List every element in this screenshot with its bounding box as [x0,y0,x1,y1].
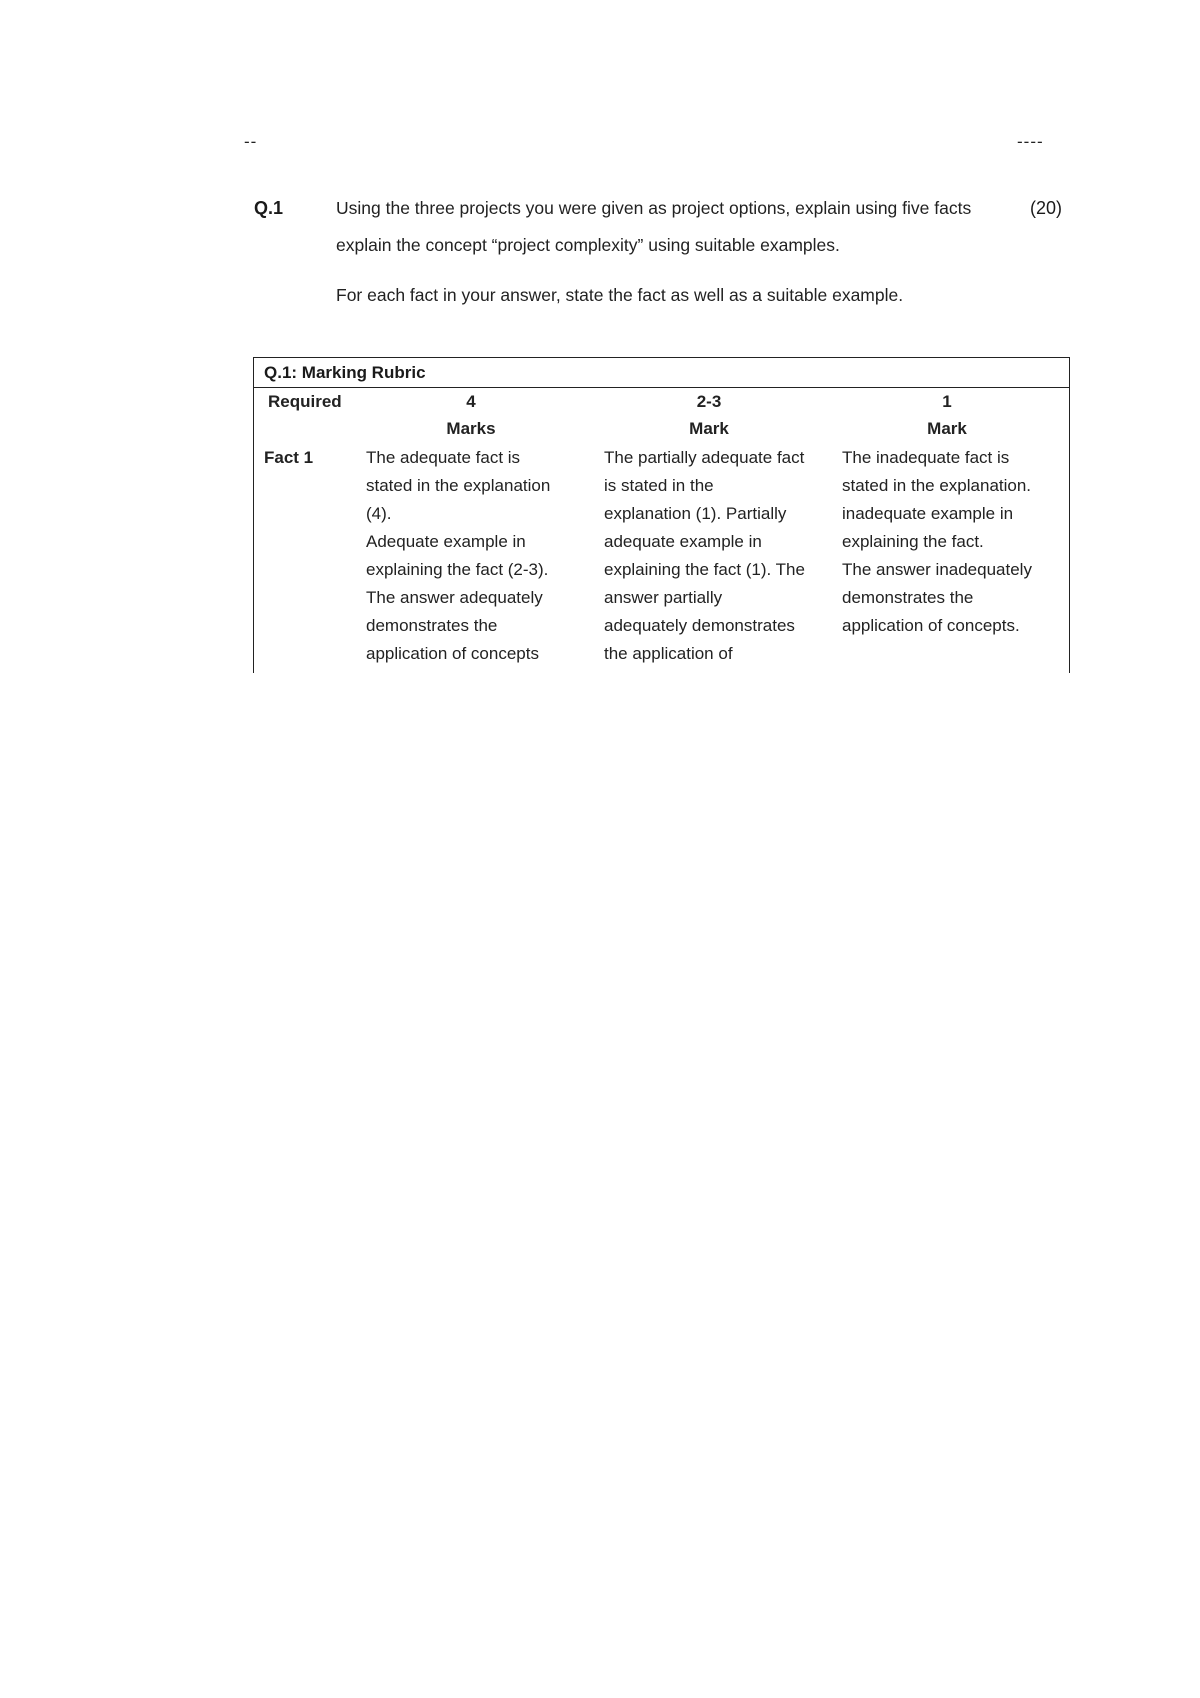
column-header-4-bottom: Marks [446,419,496,438]
cell-line: Adequate example in [366,532,526,551]
question-text-line-1: Using the three projects you were given as project options, explain using five facts [336,198,972,218]
cell-line: (4). [366,504,392,523]
question-text-line-2: explain the concept “project complexity” using suitable examples. [336,235,840,255]
column-header-2-3-top: 2-3 [696,392,722,411]
column-header-1-top: 1 [942,392,952,411]
cell-line: adequately demonstrates [604,616,795,635]
cell-line: application of concepts. [842,616,1020,635]
cell-line: The partially adequate fact [604,448,805,467]
column-header-2-3-bottom: Mark [689,419,729,438]
question-marks: (20) [1030,198,1063,218]
question-instruction: For each fact in your answer, state the fact as well as a suitable example. [336,285,904,305]
cell-line: explaining the fact. [842,532,984,551]
cell-line: demonstrates the [366,616,498,635]
cell-line: The inadequate fact is [842,448,1010,467]
column-header-4-top: 4 [466,392,476,411]
cell-line: explaining the fact (1). The [604,560,805,579]
marking-rubric-table [253,357,1070,673]
cell-line: The answer inadequately [842,560,1032,579]
rubric-title: Q.1: Marking Rubric [254,358,1069,388]
cell-line: application of concepts [366,644,539,663]
cell-line: stated in the explanation [366,476,551,495]
cell-line: is stated in the [604,476,714,495]
cell-line: The adequate fact is [366,448,521,467]
cell-line: explanation (1). Partially [604,504,787,523]
column-header-required: Required [268,392,342,411]
cell-line: inadequate example in [842,504,1014,523]
cell-line: the application of [604,644,733,663]
cell-line: explaining the fact (2-3). [366,560,549,579]
cell-line: adequate example in [604,532,762,551]
header-right-mark: ---- [1017,132,1044,151]
cell-line: stated in the explanation. [842,476,1032,495]
cell-line: demonstrates the [842,588,974,607]
header-left-mark: -- [244,132,258,151]
cell-fact-1-4-marks [366,444,576,668]
question-number: Q.1 [254,198,284,218]
cell-line: The answer adequately [366,588,543,607]
column-header-1-bottom: Mark [927,419,967,438]
cell-fact-1-1-mark [842,444,1052,640]
cell-fact-1-2-3-mark [604,444,814,668]
cell-line: answer partially [604,588,723,607]
row-label-fact-1: Fact 1 [264,448,314,467]
